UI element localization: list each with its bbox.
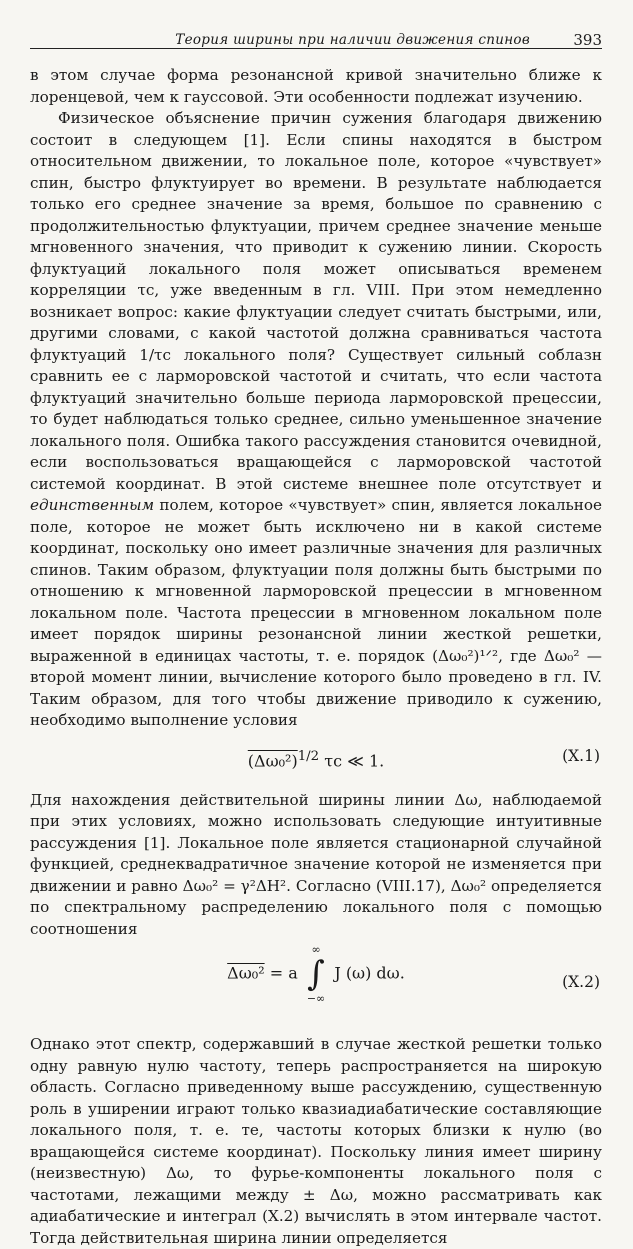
formula-x1-rest: τc ≪ 1. — [324, 750, 385, 770]
running-title: Теория ширины при наличии движения спинов — [175, 32, 530, 48]
formula-x1-lhs: (Δω₀²) — [247, 750, 298, 770]
integral-symbol: ∫ — [307, 954, 325, 994]
running-header — [30, 22, 602, 49]
integral-sign — [307, 944, 325, 1004]
formula-x2-lhs: Δω₀² — [227, 963, 265, 983]
paragraph-1: в этом случае форма резонансной кривой значительно ближе к лоренцевой, чем к гауссовой. Эти особенности подлежат изучению. — [30, 66, 602, 106]
integral-upper-limit: ∞ — [311, 943, 321, 956]
page-body — [30, 65, 602, 1249]
equation-number-x2: (X.2) — [562, 973, 600, 991]
formula-x2 — [30, 944, 602, 1004]
equation-x1 — [30, 740, 602, 780]
paragraph-2 — [30, 108, 602, 732]
equation-x2 — [30, 944, 602, 1028]
paragraph-3: Для нахождения действительной ширины линии Δω, наблюдаемой при этих условиях, можно использовать следующие интуитивные рассуждения [1]. Локальное поле является стационарной случайной функцией, среднеквадратичное значение которой не изменяется при движении и равно Δω₀² = γ²ΔH². Согласно (VIII.17), Δω₀² определяется по спектральному распределению локального поля с помощью соотношения — [30, 790, 602, 938]
paragraph-2-text-a: Физическое объяснение причин сужения благодаря движению состоит в следующем [1]. Если спины находятся в быстром относительном движении, то локальное поле, которое «чувствует» спин, быстро флуктуирует во времени. В результате наблюдается только его среднее значение за время, большое по сравнению с продолжительностью флуктуации, причем среднее значение меньше мгновенного значения, что приводит к сужению линии. Скорость флуктуаций локального поля может описываться временем корреляции τc, уже введенным в гл. VIII. При этом немедленно возникает вопрос: какие флуктуации следует считать быстрыми, или, другими словами, с какой частотой должна сравниваться частота флуктуаций 1/τc локального поля? Существует сильный соблазн сравнить ее с ларморовской частотой и считать, что если частота флуктуаций значительно больше периода ларморовской прецессии, то будет наблюдаться только среднее, сильно уменьшенное значение локального поля. Ошибка такого рассуждения становится очевидной, если воспользоваться вращающейся с ларморовской частотой системой координат. В этой системе внешнее поле отсутствует и — [30, 109, 602, 493]
equation-number-x1: (X.1) — [562, 746, 600, 765]
integral-lower-limit: −∞ — [306, 992, 326, 1005]
paragraph-2-text-b: полем, которое «чувствует» спин, является локальное поле, которое не может быть исключено ни в какой системе координат, поскольку оно имеет различные значения для различных спинов. Таким образом, флуктуации поля должны быть быстрыми по отношению к мгновенной ларморовской прецессии в мгновенном локальном поле. Частота прецессии в мгновенном локальном поле имеет порядок ширины резонансной линии жесткой решетки, выраженной в единицах частоты, т. е. порядок (Δω₀²)¹ᐟ², где Δω₀² — второй момент линии, вычисление которого было проведено в гл. IV. Таким образом, для того чтобы движение приводило к сужению, необходимо выполнение условия — [30, 496, 602, 729]
paragraph-4: Однако этот спектр, содержавший в случае жесткой решетки только одну равную нулю частоту, теперь распространяется на широкую область. Согласно приведенному выше рассуждению, существенную роль в уширении играют только квазиадиабатические составляющие локального поля, т. е. те, частоты которых близки к нулю (во вращающейся системе координат). Поскольку линия имеет ширину (неизвестную) Δω, то фурье-компоненты локального поля с частотами, лежащими между ± Δω, можно рассматривать как адиабатические и интеграл (X.2) вычислять в этом интервале частот. Тогда действительная ширина линии определяется — [30, 1035, 602, 1247]
formula-x1-exp: 1/2 — [297, 748, 320, 764]
emphasis-word: единственным — [30, 496, 155, 514]
page-number: 393 — [573, 31, 602, 49]
formula-x1 — [30, 746, 602, 772]
formula-x2-eq: = a — [269, 963, 298, 983]
book-page — [30, 22, 602, 1249]
formula-x2-integrand: J (ω) dω. — [334, 963, 405, 983]
